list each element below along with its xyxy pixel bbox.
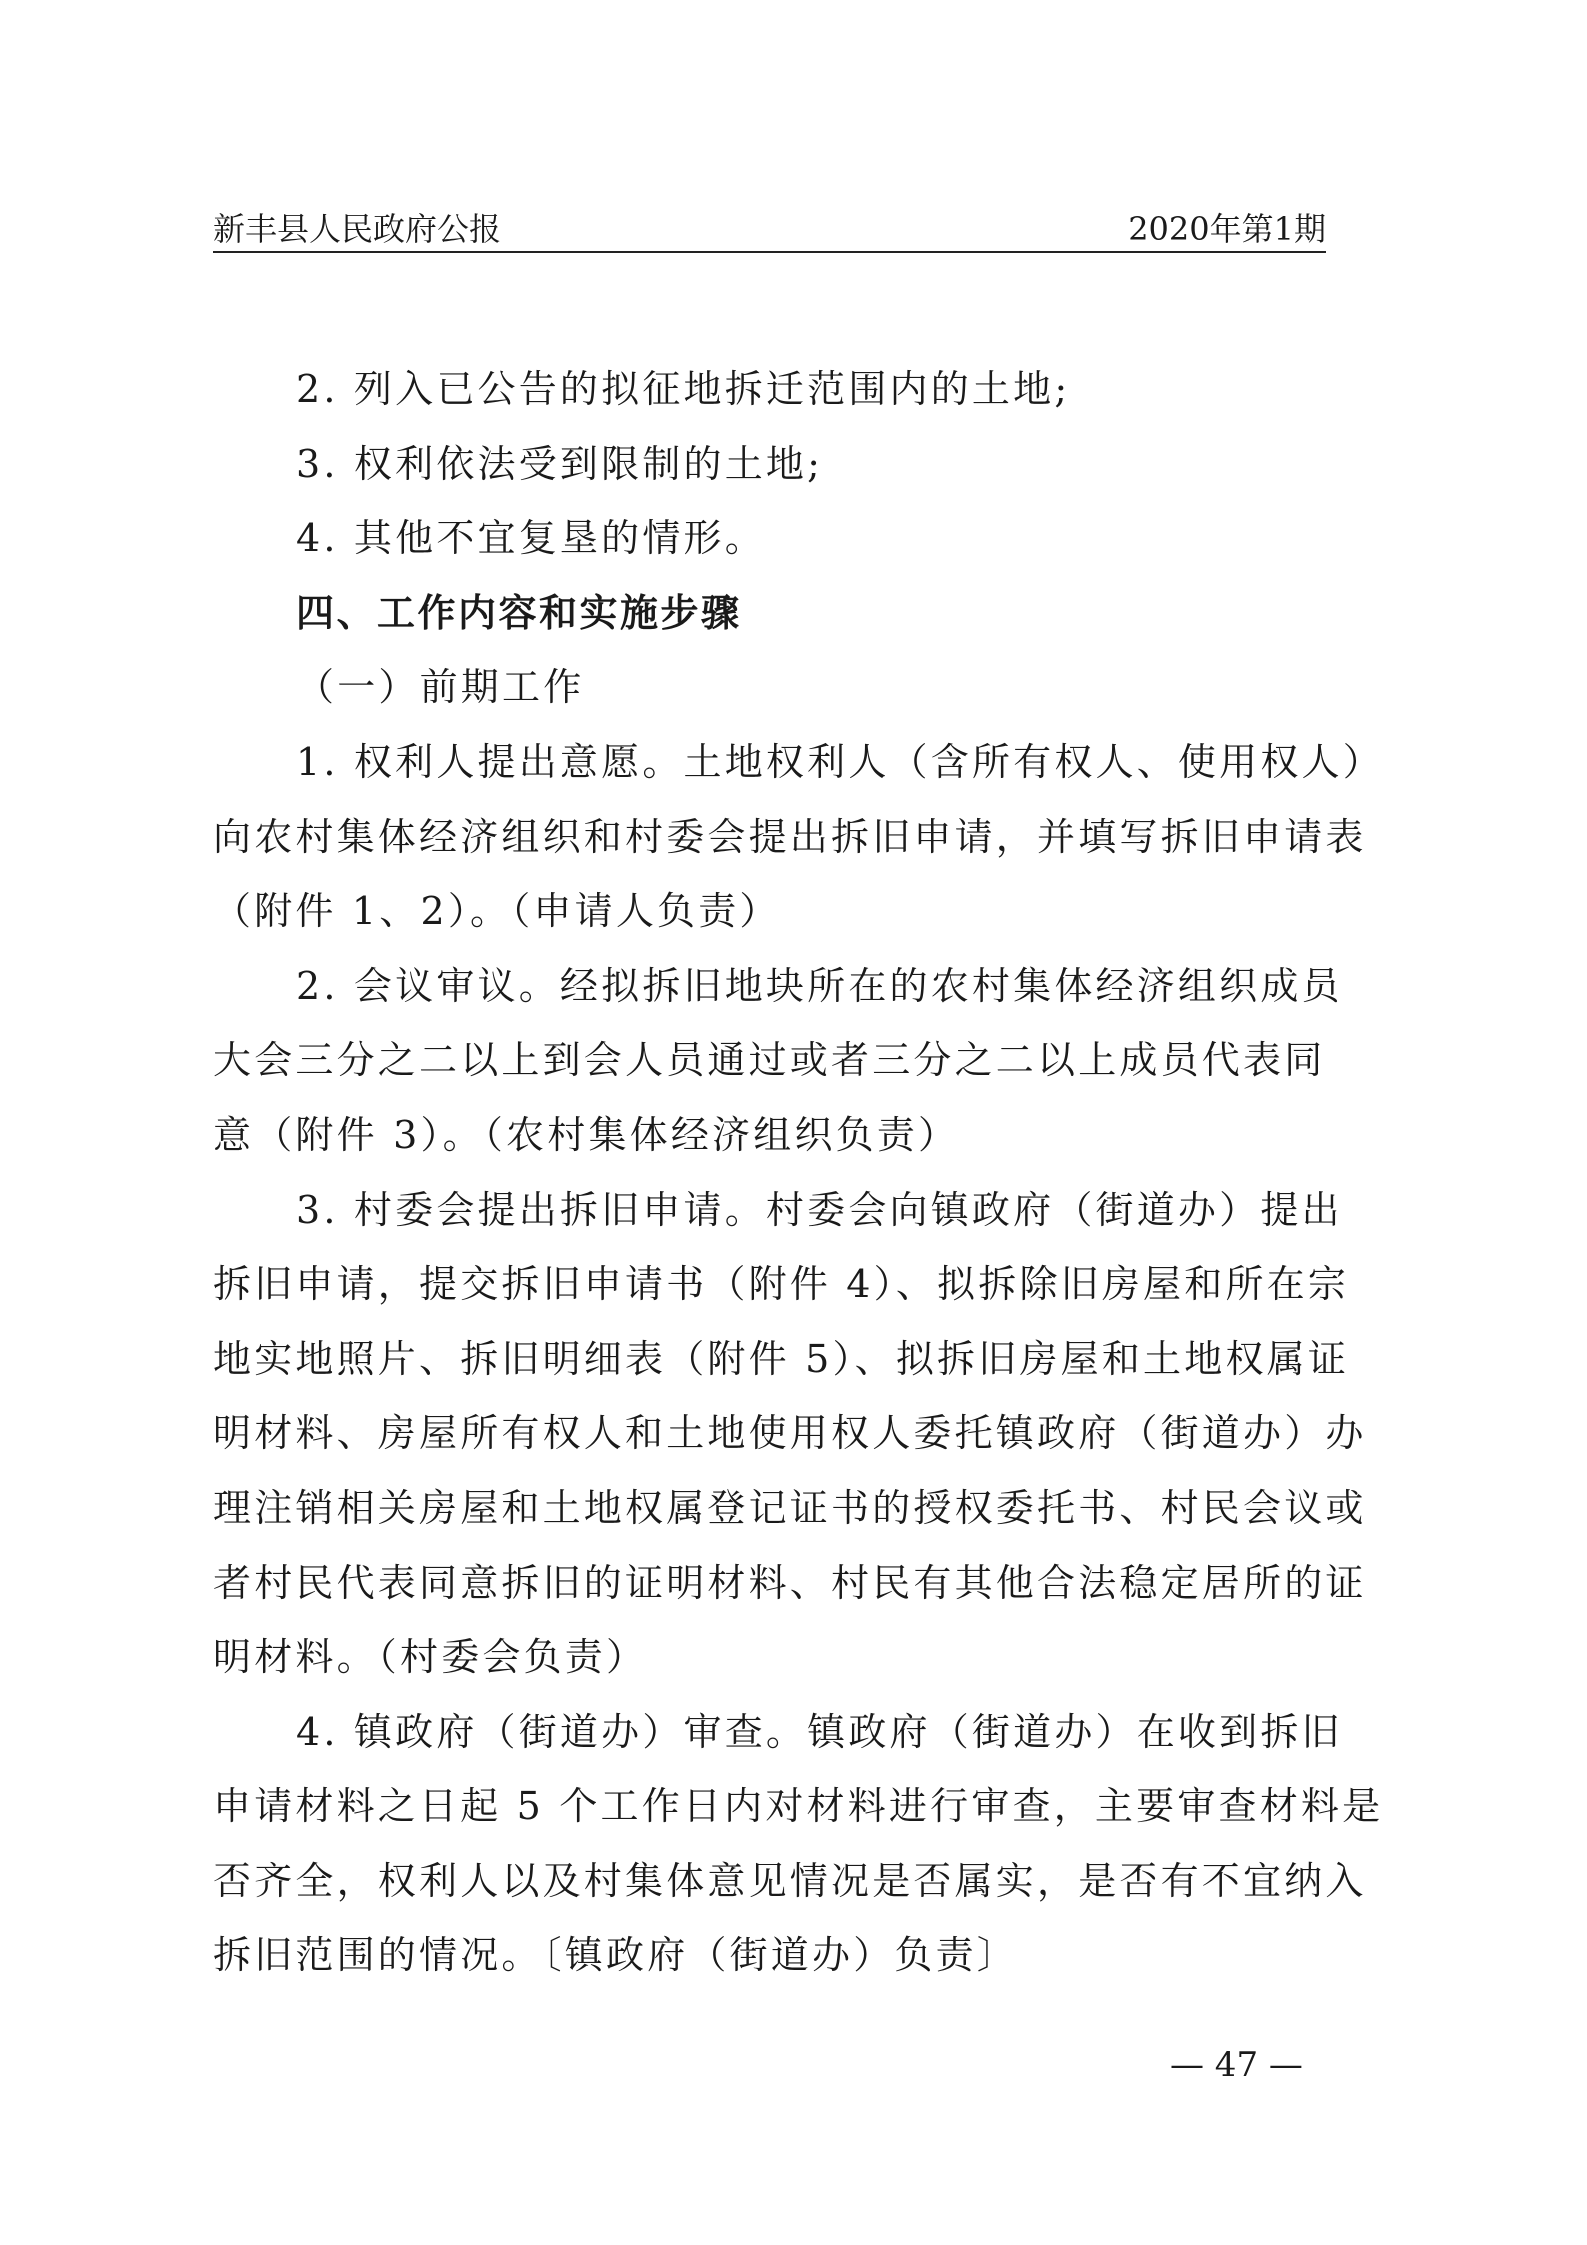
paragraph-line: 1. 权利人提出意愿。土地权利人（含所有权人、使用权人） <box>296 739 1384 784</box>
paragraph-line: 者村民代表同意拆旧的证明材料、村民有其他合法稳定居所的证 <box>213 1560 1367 1605</box>
paragraph-line: 拆旧申请，提交拆旧申请书（附件 4）、拟拆除旧房屋和所在宗 <box>213 1262 1350 1307</box>
section-heading: 四、工作内容和实施步骤 <box>296 590 742 635</box>
paragraph-line: 2. 会议审议。经拟拆旧地块所在的农村集体经济组织成员 <box>296 963 1343 1008</box>
paragraph-line: 拆旧范围的情况。〔镇政府（街道办）负责〕 <box>213 1933 1019 1978</box>
paragraph-line: 大会三分之二以上到会人员通过或者三分之二以上成员代表同 <box>213 1038 1326 1083</box>
publication-title: 新丰县人民政府公报 <box>213 210 502 248</box>
page-number: — 47 — <box>1170 2045 1303 2085</box>
paragraph-line: 3. 村委会提出拆旧申请。村委会向镇政府（街道办）提出 <box>296 1187 1343 1232</box>
paragraph-line: （附件 1、2）。（申请人负责） <box>213 889 781 934</box>
list-item: 3. 权利依法受到限制的土地; <box>296 441 824 486</box>
paragraph-line: 明材料、房屋所有权人和土地使用权人委托镇政府（街道办）办 <box>213 1411 1367 1456</box>
list-item: 2. 列入已公告的拟征地拆迁范围内的土地; <box>296 367 1071 411</box>
paragraph-line: 理注销相关房屋和土地权属登记证书的授权委托书、村民会议或 <box>213 1485 1367 1530</box>
paragraph-line: 4. 镇政府（街道办）审查。镇政府（街道办）在收到拆旧 <box>296 1709 1343 1754</box>
body-text <box>213 352 1396 1993</box>
paragraph-line: 申请材料之日起 5 个工作日内对材料进行审查，主要审查材料是 <box>213 1784 1384 1829</box>
subsection-heading: （一）前期工作 <box>296 665 585 710</box>
paragraph-line: 明材料。（村委会负责） <box>213 1635 648 1680</box>
issue-number: 2020年第1期 <box>1128 210 1326 248</box>
page-header <box>213 205 1326 253</box>
paragraph-line: 地实地照片、拆旧明细表（附件 5）、拟拆旧房屋和土地权属证 <box>213 1336 1350 1381</box>
paragraph-line: 向农村集体经济组织和村委会提出拆旧申请，并填写拆旧申请表 <box>213 814 1367 859</box>
paragraph-line: 否齐全，权利人以及村集体意见情况是否属实，是否有不宜纳入 <box>213 1858 1367 1903</box>
paragraph-line: 意（附件 3）。（农村集体经济组织负责） <box>213 1112 960 1157</box>
list-item: 4. 其他不宜复垦的情形。 <box>296 516 766 561</box>
